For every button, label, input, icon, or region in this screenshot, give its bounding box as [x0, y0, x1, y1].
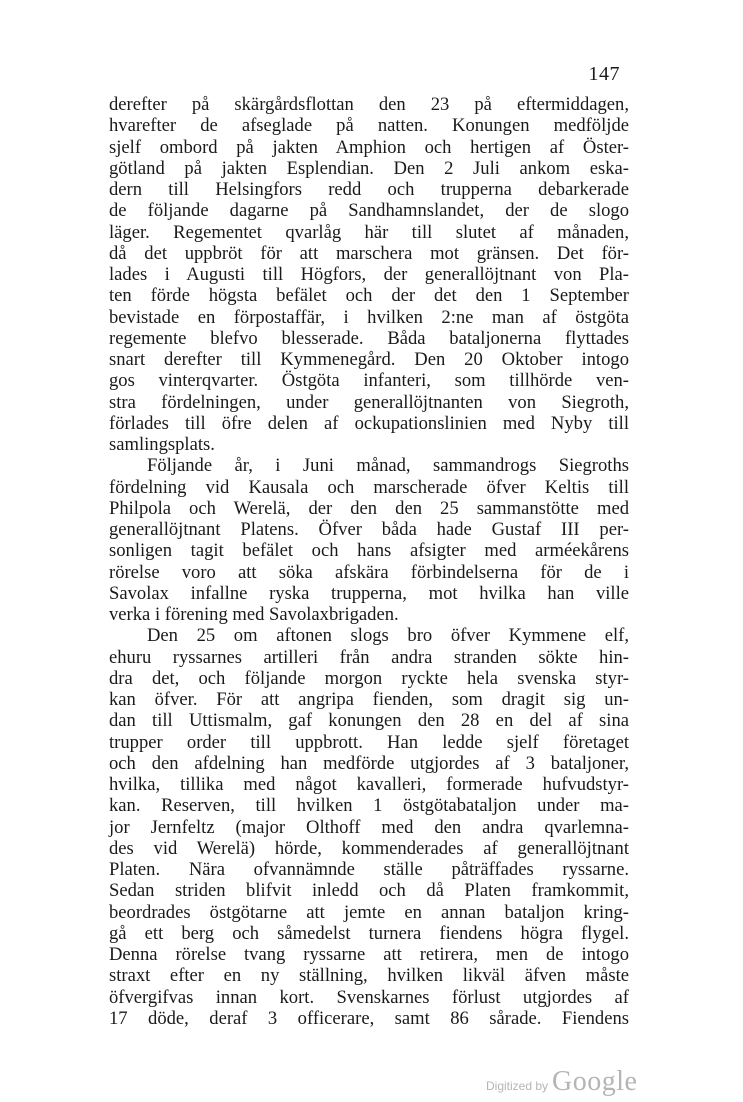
text-line: lades i Augusti till Högfors, der generallöjtnant von Pla- — [109, 264, 629, 285]
text-line: verka i förening med Savolaxbrigaden. — [109, 604, 399, 625]
text-line: dern till Helsingfors redd och trupperna debarkerade — [109, 179, 629, 200]
body-text — [109, 94, 629, 1029]
text-line: rörelse voro att söka afskära förbindelserna för de i — [109, 561, 629, 583]
digitized-watermark — [486, 1066, 646, 1102]
page-number: 147 — [588, 63, 620, 85]
text-line: öfvergifvas innan kort. Svenskarnes förlust utgjordes af — [109, 986, 629, 1008]
text-line: trupper order till uppbrott. Han ledde sjelf företaget — [109, 731, 629, 753]
text-line: de följande dagarne på Sandhamnslandet, der de slogo — [109, 200, 629, 222]
google-logo: Google — [552, 1066, 638, 1097]
text-line: Den 25 om aftonen slogs bro öfver Kymmene elf, — [147, 625, 629, 647]
text-line: Denna rörelse tvang ryssarne att retirera, men de intogo — [109, 944, 629, 965]
text-line: hvarefter de afseglade på natten. Konungen medföljde — [109, 115, 629, 137]
text-line: samlingsplats. — [109, 434, 215, 455]
text-line: Sedan striden blifvit inledd och då Platen framkommit, — [109, 880, 629, 902]
text-line: generallöjtnant Platens. Öfver båda hade Gustaf III per- — [109, 519, 629, 540]
text-line: gos vinterqvarter. Östgöta infanteri, som tillhörde ven- — [109, 370, 629, 392]
text-line: Philpola och Werelä, der den den 25 sammanstötte med — [109, 497, 629, 519]
text-line: regemente blefvo blesserade. Båda bataljonerna flyttades — [109, 327, 629, 349]
text-line: förlades till öfre delen af ockupationslinien med Nyby till — [109, 412, 629, 434]
digitized-by-label: Digitized by — [486, 1079, 549, 1093]
text-line: då det uppbröt för att marschera mot gränsen. Det för- — [109, 242, 629, 264]
text-line: jor Jernfeltz (major Olthoff med den andra qvarlemna- — [109, 816, 629, 838]
text-line: ten förde högsta befälet och der det den 1 September — [109, 285, 629, 307]
text-line: dra det, och följande morgon ryckte hela svenska styr- — [109, 667, 629, 689]
text-line: straxt efter en ny ställning, hvilken likväl äfven måste — [109, 965, 629, 987]
text-line: hvilka, tillika med något kavalleri, formerade hufvudstyr- — [109, 774, 629, 795]
text-line: fördelning vid Kausala och marscherade öfver Keltis till — [109, 476, 629, 498]
text-line: sonligen tagit befälet och hans afsigter med arméekårens — [109, 540, 629, 562]
text-line: des vid Werelä) hörde, kommenderades af generallöjtnant — [109, 837, 629, 859]
text-line: götland på jakten Esplendian. Den 2 Juli ankom eska- — [109, 157, 629, 179]
text-line: och den afdelning han medförde utgjordes af 3 bataljoner, — [109, 752, 629, 774]
text-line: kan. Reserven, till hvilken 1 östgötabataljon under ma- — [109, 795, 629, 817]
text-line: 17 döde, deraf 3 officerare, samt 86 sårade. Fiendens — [109, 1007, 629, 1029]
text-line: Savolax infallne ryska trupperna, mot hvilka han ville — [109, 582, 629, 604]
text-line: gå ett berg och såmedelst turnera fiendens högra flygel. — [109, 922, 629, 944]
text-line: dan till Uttismalm, gaf konungen den 28 en del af sina — [109, 710, 629, 732]
text-line: Platen. Nära ofvannämnde ställe påträffades ryssarne. — [109, 859, 629, 880]
text-line: bevistade en förpostaffär, i hvilken 2:ne man af östgöta — [109, 306, 629, 328]
text-line: snart derefter till Kymmenegård. Den 20 Oktober intogo — [109, 349, 629, 370]
text-line: kan öfver. För att angripa fienden, som dragit sig un- — [109, 689, 629, 710]
text-line: beordrades östgötarne att jemte en annan bataljon kring- — [109, 901, 629, 923]
text-line: stra fördelningen, under generallöjtnanten von Siegroth, — [109, 391, 629, 413]
text-line: läger. Regementet qvarlåg här till slutet af månaden, — [109, 221, 629, 243]
text-line: derefter på skärgårdsflottan den 23 på eftermiddagen, — [109, 94, 629, 115]
text-line: ehuru ryssarnes artilleri från andra stranden sökte hin- — [109, 646, 629, 668]
text-line: sjelf ombord på jakten Amphion och hertigen af Öster- — [109, 136, 629, 158]
text-line: Följande år, i Juni månad, sammandrogs Siegroths — [147, 455, 629, 477]
